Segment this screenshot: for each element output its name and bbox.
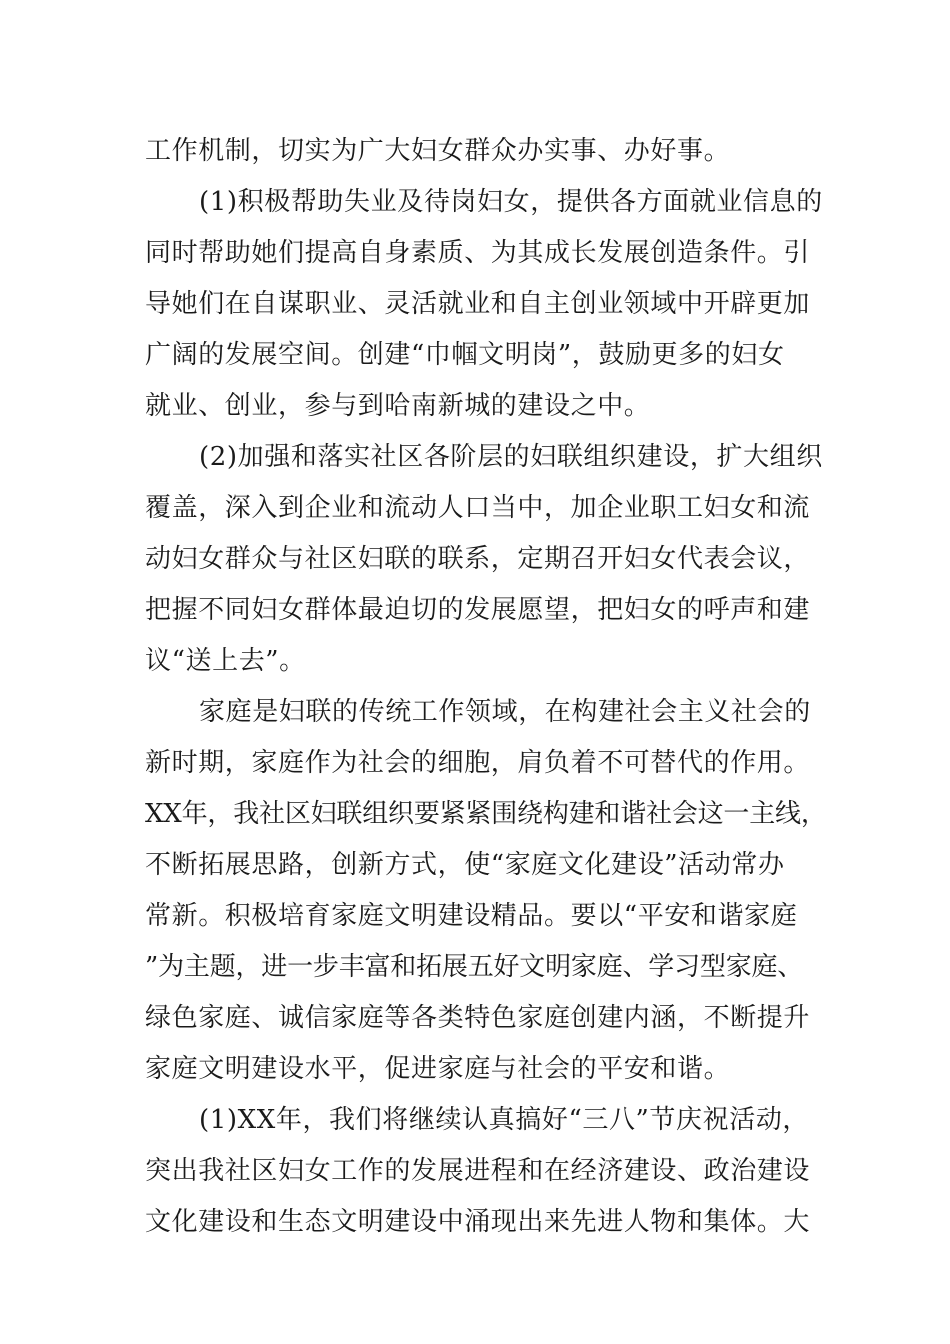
text-line: 就业、创业，参与到哈南新城的建设之中。 (145, 391, 651, 421)
text-line: 突出我社区妇女工作的发展进程和在经济建设、政治建设 (145, 1156, 811, 1186)
text-line: 家庭是妇联的传统工作领域，在构建社会主义社会的 (199, 697, 811, 727)
text-line: (2)加强和落实社区各阶层的妇联组织建设，扩大组织 (199, 442, 823, 472)
text-line: XX年，我社区妇联组织要紧紧围绕构建和谐社会这一主线， (145, 799, 827, 829)
text-line: (1)XX年，我们将继续认真搞好“三八”节庆祝活动， (199, 1105, 810, 1135)
text-line: 文化建设和生态文明建设中涌现出来先进人物和集体。大 (145, 1207, 811, 1237)
text-line: 导她们在自谋职业、灵活就业和自主创业领域中开辟更加 (145, 289, 811, 319)
text-line: 常新。积极培育家庭文明建设精品。要以“平安和谐家庭 (145, 901, 798, 931)
text-line: 家庭文明建设水平，促进家庭与社会的平安和谐。 (145, 1054, 731, 1084)
text-line: 绿色家庭、诚信家庭等各类特色家庭创建内涵，不断提升 (145, 1003, 811, 1033)
text-line: 动妇女群众与社区妇联的联系，定期召开妇女代表会议， (145, 544, 811, 574)
text-line: 覆盖，深入到企业和流动人口当中，加企业职工妇女和流 (145, 493, 811, 523)
text-line: (1)积极帮助失业及待岗妇女，提供各方面就业信息的 (199, 187, 823, 217)
text-line: ”为主题，进一步丰富和拓展五好文明家庭、学习型家庭、 (145, 952, 804, 982)
text-line: 议“送上去”。 (145, 646, 306, 676)
text-line: 不断拓展思路，创新方式，使“家庭文化建设”活动常办 (145, 850, 785, 880)
text-line: 广阔的发展空间。创建“巾帼文明岗”，鼓励更多的妇女 (145, 340, 785, 370)
text-line: 新时期，家庭作为社会的细胞，肩负着不可替代的作用。 (145, 748, 811, 778)
text-line: 同时帮助她们提高自身素质、为其成长发展创造条件。引 (145, 238, 811, 268)
text-line: 工作机制，切实为广大妇女群众办实事、办好事。 (145, 136, 731, 166)
text-line: 把握不同妇女群体最迫切的发展愿望，把妇女的呼声和建 (145, 595, 811, 625)
